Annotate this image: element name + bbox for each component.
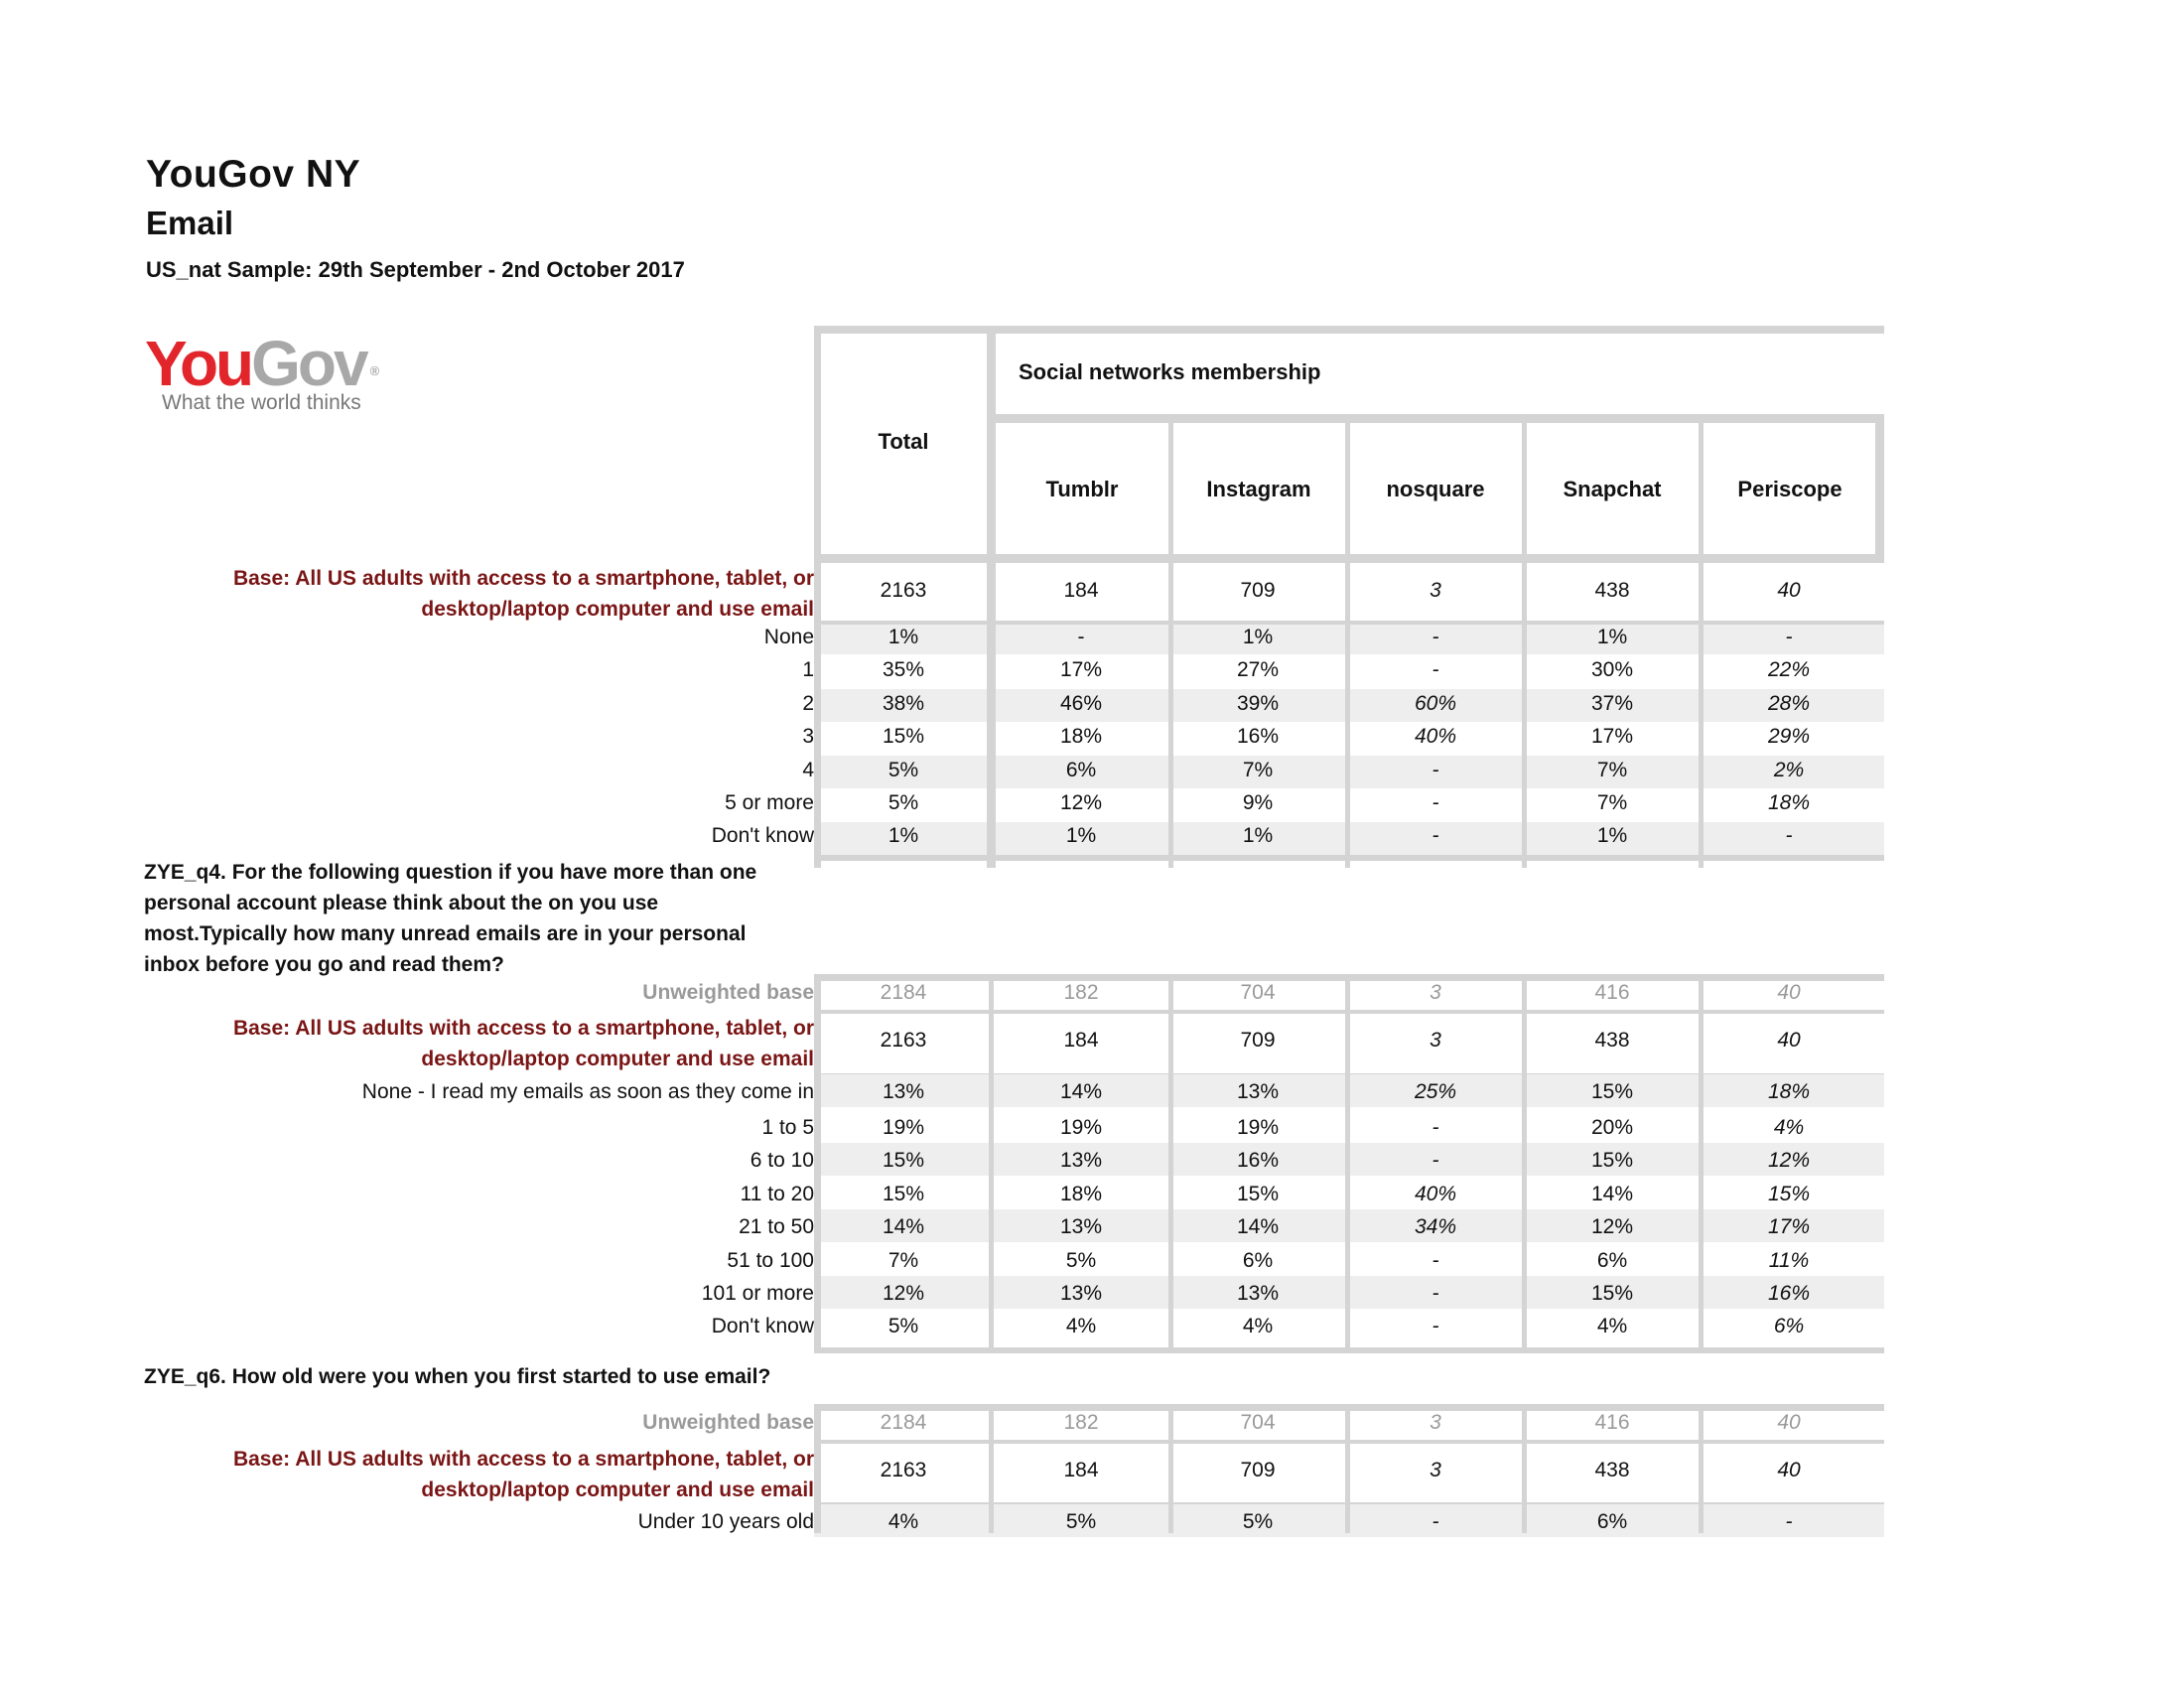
table-row-cell: - — [1785, 626, 1793, 648]
unweighted-base-label: Unweighted base — [642, 1411, 814, 1434]
table-row-cell: - — [1432, 1315, 1439, 1337]
logo-tagline: What the world thinks — [162, 391, 361, 414]
question-line: personal account please think about the on you use — [144, 892, 659, 914]
table-row-cell: 12% — [1590, 1215, 1634, 1238]
table-row-cell: 17% — [1590, 725, 1634, 748]
row-label: 1 — [802, 658, 814, 681]
table-row-cell: 16% — [1767, 1282, 1811, 1305]
table-row-cell: 27% — [1236, 658, 1280, 681]
base-value-cell: 2163 — [880, 1029, 927, 1052]
column-divider — [1699, 414, 1704, 868]
column-divider — [1699, 974, 1704, 1353]
base-value-total: 2163 — [880, 579, 927, 602]
table-row-cell: 22% — [1767, 658, 1811, 681]
row-label: Don't know — [711, 824, 814, 847]
row-label: 3 — [802, 725, 814, 748]
row-label: Don't know — [711, 1315, 814, 1337]
table-row-cell: - — [1432, 658, 1439, 681]
base-value-cell: 709 — [1240, 1029, 1276, 1052]
base-label-line1: Base: All US adults with access to a smartphone, tablet, or — [232, 1017, 814, 1040]
table-row-cell: 15% — [882, 725, 925, 748]
base-label-line2: desktop/laptop computer and use email — [421, 598, 814, 621]
table-row-cell: 13% — [1236, 1282, 1280, 1305]
unweighted-base-cell: 40 — [1777, 1411, 1801, 1434]
table-row-cell: - — [1785, 1510, 1793, 1533]
column-divider — [1345, 1404, 1350, 1533]
base-value-cell: 438 — [1594, 1029, 1630, 1052]
unweighted-base-label: Unweighted base — [642, 981, 814, 1004]
question-line: ZYE_q4. For the following question if you have more than one — [144, 861, 757, 884]
table-row-cell: 19% — [1236, 1116, 1280, 1139]
unweighted-base-cell: 704 — [1240, 981, 1276, 1004]
base-value-nosquare: 3 — [1430, 579, 1441, 602]
column-header-snapchat: Snapchat — [1563, 477, 1662, 501]
table-row-cell: - — [1432, 1116, 1439, 1139]
table-row-cell: 1% — [1596, 626, 1628, 648]
sample-description: US_nat Sample: 29th September - 2nd October 2017 — [146, 257, 685, 282]
column-group-header: Social networks membership — [1019, 359, 1321, 384]
table-row-cell: 30% — [1590, 658, 1634, 681]
table-row-cell: - — [1432, 1249, 1439, 1272]
table-row-cell: 6% — [1065, 759, 1097, 781]
table-row-cell: 7% — [1596, 791, 1628, 814]
row-label: 1 to 5 — [761, 1116, 814, 1139]
table-row-cell: 5% — [1065, 1249, 1097, 1272]
table-row-cell: - — [1432, 791, 1439, 814]
column-divider — [1168, 974, 1173, 1353]
row-label: None — [763, 626, 814, 648]
table-row-cell: 34% — [1414, 1215, 1457, 1238]
row-label: 21 to 50 — [739, 1215, 814, 1238]
base-value-cell: 3 — [1430, 1459, 1441, 1481]
base-value-tumblr: 184 — [1063, 579, 1099, 602]
question-zye-q4 — [144, 857, 819, 980]
header-group-divider — [991, 414, 1884, 423]
base-value-cell: 709 — [1240, 1459, 1276, 1481]
base-label — [233, 1013, 814, 1074]
table-row-cell: - — [1432, 1510, 1439, 1533]
column-divider — [1699, 1404, 1704, 1533]
row-label: None - I read my emails as soon as they come in — [361, 1080, 814, 1103]
table-row-cell: - — [1432, 1282, 1439, 1305]
table-row-cell: 13% — [1059, 1282, 1103, 1305]
column-divider — [1345, 414, 1350, 868]
base-value-instagram: 709 — [1240, 579, 1276, 602]
table-row-cell: 1% — [1065, 824, 1097, 847]
table-row-cell: 28% — [1767, 692, 1811, 715]
table-row-cell: 15% — [1590, 1149, 1634, 1172]
base-value-cell: 40 — [1777, 1029, 1801, 1052]
table-row-cell: 20% — [1590, 1116, 1634, 1139]
table-right-border — [1875, 414, 1884, 563]
table-row-cell: 19% — [1059, 1116, 1103, 1139]
table-row-cell: 13% — [1236, 1080, 1280, 1103]
table-row-cell: 5% — [887, 759, 919, 781]
table-row-cell: 14% — [1059, 1080, 1103, 1103]
base-value-snapchat: 438 — [1594, 579, 1630, 602]
column-header-periscope: Periscope — [1737, 477, 1843, 501]
unweighted-base-cell: 40 — [1777, 981, 1801, 1004]
table-row-cell: - — [1432, 626, 1439, 648]
base-value-periscope: 40 — [1777, 579, 1801, 602]
base-value-cell: 438 — [1594, 1459, 1630, 1481]
row-label: 4 — [802, 759, 814, 781]
unweighted-base-cell: 2184 — [880, 981, 927, 1004]
unweighted-base-cell: 2184 — [880, 1411, 927, 1434]
column-divider — [1345, 974, 1350, 1353]
table-row-cell: - — [1432, 759, 1439, 781]
table-row-cell: 17% — [1059, 658, 1103, 681]
table-row-cell: 18% — [1059, 1183, 1103, 1205]
logo-you: You — [145, 328, 252, 399]
row-label: 51 to 100 — [727, 1249, 814, 1272]
row-label: 5 or more — [725, 791, 814, 814]
base-label — [233, 1444, 814, 1505]
base-label-line2: desktop/laptop computer and use email — [421, 1048, 814, 1070]
column-divider — [1168, 414, 1173, 868]
table-row-cell: 25% — [1414, 1080, 1457, 1103]
unweighted-base-cell: 3 — [1430, 1411, 1441, 1434]
table-row-cell: 38% — [882, 692, 925, 715]
table-row-cell: 6% — [1773, 1315, 1805, 1337]
yougov-logo — [145, 328, 377, 415]
base-value-cell: 2163 — [880, 1459, 927, 1481]
row-label: 11 to 20 — [740, 1183, 814, 1205]
question-line: inbox before you go and read them? — [144, 953, 504, 976]
column-divider — [1168, 1404, 1173, 1533]
table-row-cell: 39% — [1236, 692, 1280, 715]
table-row-cell: 18% — [1059, 725, 1103, 748]
table-row-cell: 5% — [1065, 1510, 1097, 1533]
table-row-cell: 16% — [1236, 725, 1280, 748]
table-row-cell: 17% — [1767, 1215, 1811, 1238]
base-value-cell: 40 — [1777, 1459, 1801, 1481]
column-divider — [989, 1404, 994, 1533]
table-row-cell: 15% — [1590, 1282, 1634, 1305]
row-label: 2 — [802, 692, 814, 715]
table-row-cell: 13% — [1059, 1215, 1103, 1238]
table-row-cell: - — [1432, 1149, 1439, 1172]
unweighted-base-cell: 704 — [1240, 1411, 1276, 1434]
base-label-line2: desktop/laptop computer and use email — [421, 1478, 814, 1501]
table-row-cell: 35% — [882, 658, 925, 681]
table-row-cell: 18% — [1767, 1080, 1811, 1103]
table-row-cell: 19% — [882, 1116, 925, 1139]
column-header-nosquare: nosquare — [1386, 477, 1485, 501]
base-value-cell: 184 — [1063, 1459, 1099, 1481]
table-row-cell: 11% — [1768, 1249, 1810, 1272]
table-row-cell: 7% — [1242, 759, 1274, 781]
table-row-cell: - — [1432, 824, 1439, 847]
table-row-cell: 13% — [882, 1080, 925, 1103]
table-row-cell: 14% — [1236, 1215, 1280, 1238]
table-row-cell: 4% — [1065, 1315, 1097, 1337]
table-row-cell: 6% — [1596, 1249, 1628, 1272]
table-row-cell: 4% — [1242, 1315, 1274, 1337]
table-row-cell: 15% — [882, 1183, 925, 1205]
table-row-cell: 1% — [1596, 824, 1628, 847]
header-top-border — [814, 326, 1884, 334]
page-subtitle: Email — [146, 205, 234, 241]
base-value-cell: 184 — [1063, 1029, 1099, 1052]
table-left-border — [814, 974, 821, 1353]
table-row-cell: 15% — [882, 1149, 925, 1172]
table-row-cell: 18% — [1767, 791, 1811, 814]
table-row-cell: 40% — [1414, 1183, 1457, 1205]
table-row-cell: 13% — [1059, 1149, 1103, 1172]
table-row-cell: - — [1077, 626, 1085, 648]
column-divider — [1522, 1404, 1527, 1533]
base-label-line1: Base: All US adults with access to a smartphone, tablet, or — [232, 1448, 814, 1471]
row-label: Under 10 years old — [637, 1510, 814, 1533]
table-row-cell: 6% — [1596, 1510, 1628, 1533]
table-row-cell: 12% — [1767, 1149, 1811, 1172]
unweighted-base-cell: 416 — [1594, 1411, 1630, 1434]
table-row-cell: 1% — [1242, 824, 1274, 847]
table-row-cell: 1% — [887, 824, 919, 847]
table-row-cell: 4% — [887, 1510, 919, 1533]
column-divider — [1522, 414, 1527, 868]
column-divider — [989, 974, 994, 1353]
table-row-cell: 7% — [1596, 759, 1628, 781]
table-row-cell: 37% — [1590, 692, 1634, 715]
base-value-cell: 3 — [1430, 1029, 1441, 1052]
unweighted-base-cell: 3 — [1430, 981, 1441, 1004]
table-left-border — [814, 1404, 821, 1533]
table-row-cell: 15% — [1590, 1080, 1634, 1103]
table-row-cell: 1% — [887, 626, 919, 648]
table-row-cell: 6% — [1242, 1249, 1274, 1272]
column-header-total: Total — [878, 429, 929, 454]
logo-registered: ® — [369, 363, 377, 378]
table-row-cell: - — [1785, 824, 1793, 847]
table-row-cell: 14% — [882, 1215, 925, 1238]
column-divider — [1522, 974, 1527, 1353]
table-row-cell: 5% — [887, 791, 919, 814]
question-line: most.Typically how many unread emails are in your personal — [144, 922, 747, 945]
row-label: 6 to 10 — [750, 1149, 814, 1172]
table-row-cell: 12% — [1059, 791, 1103, 814]
table-row-cell: 7% — [887, 1249, 919, 1272]
table-row-cell: 5% — [1242, 1510, 1274, 1533]
table-row-cell: 9% — [1242, 791, 1274, 814]
table-row-cell: 2% — [1773, 759, 1805, 781]
table-left-border — [814, 326, 821, 868]
row-label: 101 or more — [701, 1282, 814, 1305]
table-row-cell: 5% — [887, 1315, 919, 1337]
base-label-line1: Base: All US adults with access to a smartphone, tablet, or — [232, 567, 814, 590]
table-row-cell: 46% — [1059, 692, 1103, 715]
table-row-cell: 29% — [1767, 725, 1811, 748]
column-divider — [987, 326, 996, 868]
table-row-cell: 14% — [1590, 1183, 1634, 1205]
table-row-cell: 15% — [1236, 1183, 1280, 1205]
unweighted-base-cell: 182 — [1063, 981, 1099, 1004]
question-zye-q6: ZYE_q6. How old were you when you first started to use email? — [144, 1365, 771, 1388]
column-header-tumblr: Tumblr — [1045, 477, 1119, 501]
table-row-cell: 4% — [1773, 1116, 1805, 1139]
table-row-cell: 40% — [1414, 725, 1457, 748]
table-row-cell: 1% — [1242, 626, 1274, 648]
unweighted-base-cell: 416 — [1594, 981, 1630, 1004]
logo-gov: Gov — [251, 328, 366, 399]
base-label — [233, 563, 814, 625]
unweighted-base-cell: 182 — [1063, 1411, 1099, 1434]
column-header-instagram: Instagram — [1206, 477, 1311, 501]
table-row-cell: 16% — [1236, 1149, 1280, 1172]
table-row-cell: 60% — [1414, 692, 1457, 715]
table-row-cell: 15% — [1767, 1183, 1811, 1205]
table-row-cell: 12% — [882, 1282, 925, 1305]
table-row-cell: 4% — [1596, 1315, 1628, 1337]
page-title: YouGov NY — [146, 153, 361, 196]
